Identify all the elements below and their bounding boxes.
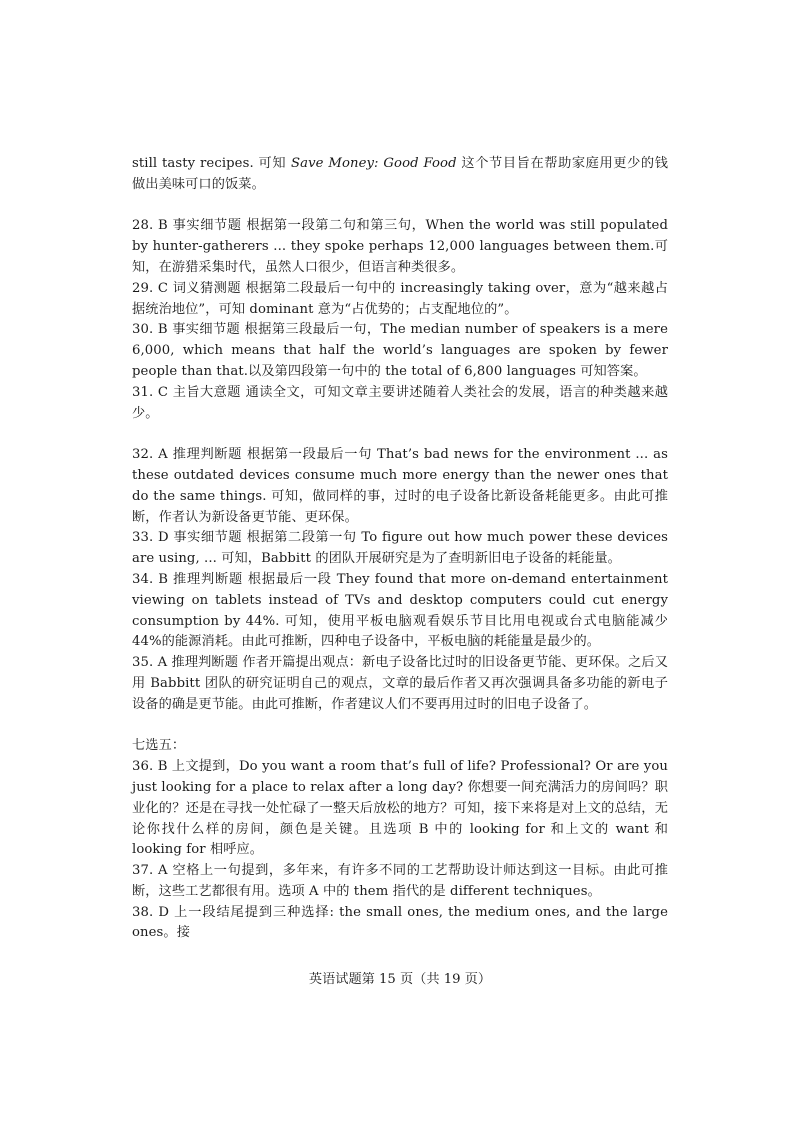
section-heading-seven-choose-five: 七选五： <box>132 738 186 754</box>
answer-explanations <box>132 154 668 944</box>
page-footer: 英语试题第 15 页（共 19 页） <box>308 972 492 987</box>
answer-35: 35. A 推理判断题 作者开篇提出观点：新电子设备比过时的旧设备更节能、更环保。之后又用 Babbitt 团队的研究证明自己的观点，文章的最后作者又再次强调具备多功能的新电子设备的确是更节能。由此可推断，作者建议人们不要再用过时的旧电子设备了。 <box>132 655 668 712</box>
answer-29: 29. C 词义猜测题 根据第二段最后一句中的 increasingly taking over，意为“越来越占据统治地位”，可知 dominant 意为“占优势的；占支配地位的”。 <box>132 280 668 317</box>
intro-text-pre: still tasty recipes. 可知 <box>132 156 291 171</box>
section-gap <box>132 424 668 445</box>
answer-30: 30. B 事实细节题 根据第三段最后一句，The median number of speakers is a mere 6,000, which means that half the world’s languages are spoken by fewer people than that.以及第四段第一句中的 the total of 6,800 languages 可知答案。 <box>132 322 668 379</box>
answer-33: 33. D 事实细节题 根据第二段第一句 To figure out how much power these devices are using, ... 可知，Babbitt 的团队开展研究是为了查明新旧电子设备的耗能量。 <box>132 530 668 567</box>
answer-28: 28. B 事实细节题 根据第一段第二句和第三句，When the world was still populated by hunter-gatherers ... they spoke perhaps 12,000 languages between them.可知，在游猎采集时代，虽然人口很少，但语言种类很多。 <box>132 218 668 275</box>
show-title: Save Money: Good Food <box>290 156 457 171</box>
intro-paragraph <box>132 154 668 196</box>
answer-36: 36. B 上文提到，Do you want a room that’s full of life? Professional? Or are you just looking for a place to relax after a long day? 你想要一间充满活力的房间吗？职业化的？还是在寻找一处忙碌了一整天后放松的地方？可知，接下来将是对上文的总结，无论你找什么样的房间，颜色是关键。且选项 B 中的 looking for 和上文的 want 和 looking for 相呼应。 <box>132 759 668 858</box>
section-gap <box>132 196 668 217</box>
answer-34: 34. B 推理判断题 根据最后一段 They found that more on-demand entertainment viewing on tablets instead of TVs and desktop computers could cut energy consumption by 44%. 可知，使用平板电脑观看娱乐节目比用电视或台式电脑能减少 44%的能源消耗。由此可推断，四种电子设备中，平板电脑的耗能量是最少的。 <box>132 571 668 650</box>
answer-31: 31. C 主旨大意题 通读全文，可知文章主要讲述随着人类社会的发展，语言的种类越来越少。 <box>132 384 668 421</box>
answer-37: 37. A 空格上一句提到，多年来，有许多不同的工艺帮助设计师达到这一目标。由此可推断，这些工艺都很有用。选项 A 中的 them 指代的是 different techniques。 <box>132 863 668 899</box>
answer-32: 32. A 推理判断题 根据第一段最后一句 That’s bad news for the environment ... as these outdated devices consume much more energy than the newer ones that do the same things. 可知，做同样的事，过时的电子设备比新设备耗能更多。由此可推断，作者认为新设备更节能、更环保。 <box>132 447 668 525</box>
section-gap <box>132 716 668 737</box>
answer-38: 38. D 上一段结尾提到三种选择: the small ones, the medium ones, and the large ones。接 <box>132 904 668 941</box>
intro-text-post: 这个节目旨在帮助家庭用更少的钱做出美味可口的饭菜。 <box>132 156 668 192</box>
